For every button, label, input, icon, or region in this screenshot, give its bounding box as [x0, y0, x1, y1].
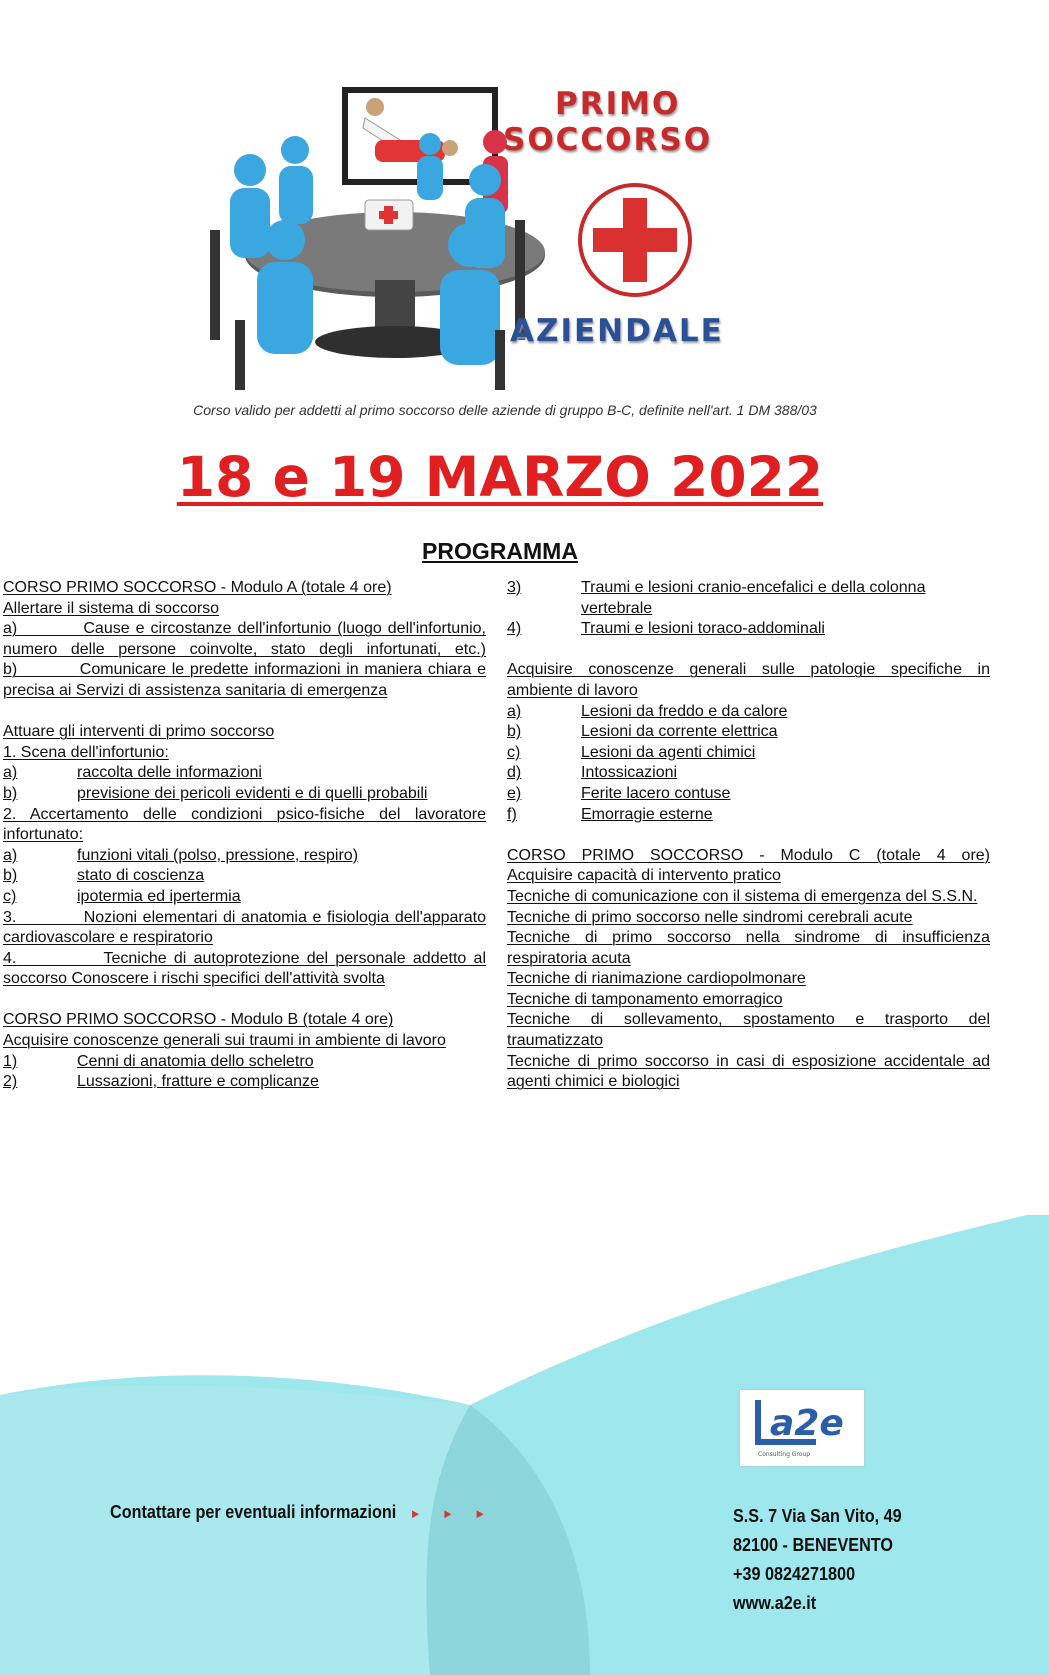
- scena-heading: 1. Scena dell'infortunio:: [3, 743, 169, 761]
- list-item: 4. Tecniche di autoprotezione del personale addetto al soccorso Conoscere i rischi specifici dell'attività svolta: [3, 949, 487, 988]
- list-item: b) stato di coscienza: [3, 867, 205, 885]
- hero-title-aziendale: AZIENDALE: [510, 313, 724, 349]
- list-item: a) Cause e circostanze dell'infortunio (luogo dell'infortunio, numero delle persone coinvolte, stato degli infortunati, etc.): [3, 620, 486, 658]
- list-item: Tecniche di sollevamento, spostamento e trasporto del traumatizzato: [507, 1011, 990, 1050]
- list-item: a) raccolta delle informazioni: [3, 764, 262, 782]
- contact-prompt: Contattare per eventuali informazioni ► ► ►: [110, 1502, 486, 1522]
- list-item: 3. Nozioni elementari di anatomia e fisiologia dell'apparato cardiovascolare e respiratorio: [3, 908, 486, 947]
- logo-text: a2e: [770, 1403, 844, 1444]
- course-validity-note: Corso valido per addetti al primo soccorso delle aziende di gruppo B-C, definite nell'art. 1 DM 388/03: [193, 402, 817, 418]
- list-item: b) previsione dei pericoli evidenti e di quelli probabili: [3, 784, 428, 802]
- interventi-title: Attuare gli interventi di primo soccorso: [3, 723, 275, 741]
- arrow-right-icon: ►: [442, 1506, 454, 1521]
- list-item: 1) Cenni di anatomia dello scheletro: [3, 1052, 314, 1070]
- module-a-subtitle: Allertare il sistema di soccorso: [3, 599, 220, 617]
- company-address: [733, 1502, 902, 1618]
- list-item: 2) Lussazioni, fratture e complicanze: [3, 1073, 319, 1091]
- module-a-title: CORSO PRIMO SOCCORSO - Modulo A (totale 4 ore): [3, 579, 392, 596]
- list-item: Tecniche di tamponamento emorragico: [507, 990, 783, 1008]
- arrow-right-icon: ►: [474, 1506, 486, 1521]
- a2e-logo: [740, 1390, 864, 1466]
- patologie-title: Acquisire conoscenze generali sulle patologie specifiche in ambiente di lavoro: [507, 661, 990, 699]
- website-link[interactable]: www.a2e.it: [733, 1593, 817, 1613]
- list-item: c) ipotermia ed ipertermia: [3, 887, 241, 905]
- list-item: Tecniche di primo soccorso nella sindrome di insufficienza respiratoria acuta: [507, 929, 990, 967]
- list-item: d) Intossicazioni: [507, 764, 678, 782]
- first-aid-illustration: [195, 80, 835, 400]
- address-city: 82100 - BENEVENTO: [733, 1535, 893, 1555]
- program-right-column: [507, 578, 990, 1093]
- module-b-subtitle: Acquisire conoscenze generali sui traumi in ambiente di lavoro: [3, 1032, 446, 1050]
- list-item: f) Emorragie esterne: [507, 805, 713, 823]
- list-item: 3) Traumi e lesioni cranio-encefalici e della colonna vertebrale: [507, 579, 926, 617]
- hero-title-primo: PRIMO: [555, 86, 681, 122]
- list-item: Tecniche di rianimazione cardiopolmonare: [507, 970, 806, 988]
- hero-title-soccorso: SOCCORSO: [503, 122, 713, 158]
- program-left-column: [3, 578, 486, 1093]
- list-item: c) Lesioni da agenti chimici: [507, 743, 756, 761]
- arrow-right-icon: ►: [409, 1506, 422, 1521]
- list-item: 4) Traumi e lesioni toraco-addominali: [507, 620, 825, 638]
- accertamento-heading: 2. Accertamento delle condizioni psico-fisiche del lavoratore infortunato:: [3, 805, 486, 844]
- list-item: b) Comunicare le predette informazioni in maniera chiara e precisa ai Servizi di assistenza sanitaria di emergenza: [3, 661, 486, 699]
- address-street: S.S. 7 Via San Vito, 49: [733, 1506, 902, 1526]
- list-item: Tecniche di primo soccorso in casi di esposizione accidentale ad agenti chimici e biologici: [507, 1052, 990, 1091]
- list-item: a) funzioni vitali (polso, pressione, respiro): [3, 846, 359, 864]
- event-date: 18 e 19 MARZO 2022: [176, 445, 824, 509]
- module-c-subtitle: Acquisire capacità di intervento pratico: [507, 867, 781, 885]
- list-item: a) Lesioni da freddo e da calore: [507, 702, 788, 720]
- list-item: e) Ferite lacero contuse: [507, 784, 731, 802]
- program-title: PROGRAMMA: [422, 538, 578, 564]
- module-c-title: CORSO PRIMO SOCCORSO - Modulo C (totale 4 ore): [507, 846, 990, 864]
- phone-number[interactable]: +39 0824271800: [733, 1564, 856, 1584]
- list-item: Tecniche di primo soccorso nelle sindromi cerebrali acute: [507, 908, 913, 926]
- a2e-logo-mark: [740, 1390, 864, 1466]
- logo-subtext: Consulting Group: [758, 1451, 811, 1458]
- module-b-title: CORSO PRIMO SOCCORSO - Modulo B (totale 4 ore): [3, 1011, 394, 1029]
- list-item: b) Lesioni da corrente elettrica: [507, 723, 778, 741]
- list-item: Tecniche di comunicazione con il sistema di emergenza del S.S.N.: [507, 887, 978, 905]
